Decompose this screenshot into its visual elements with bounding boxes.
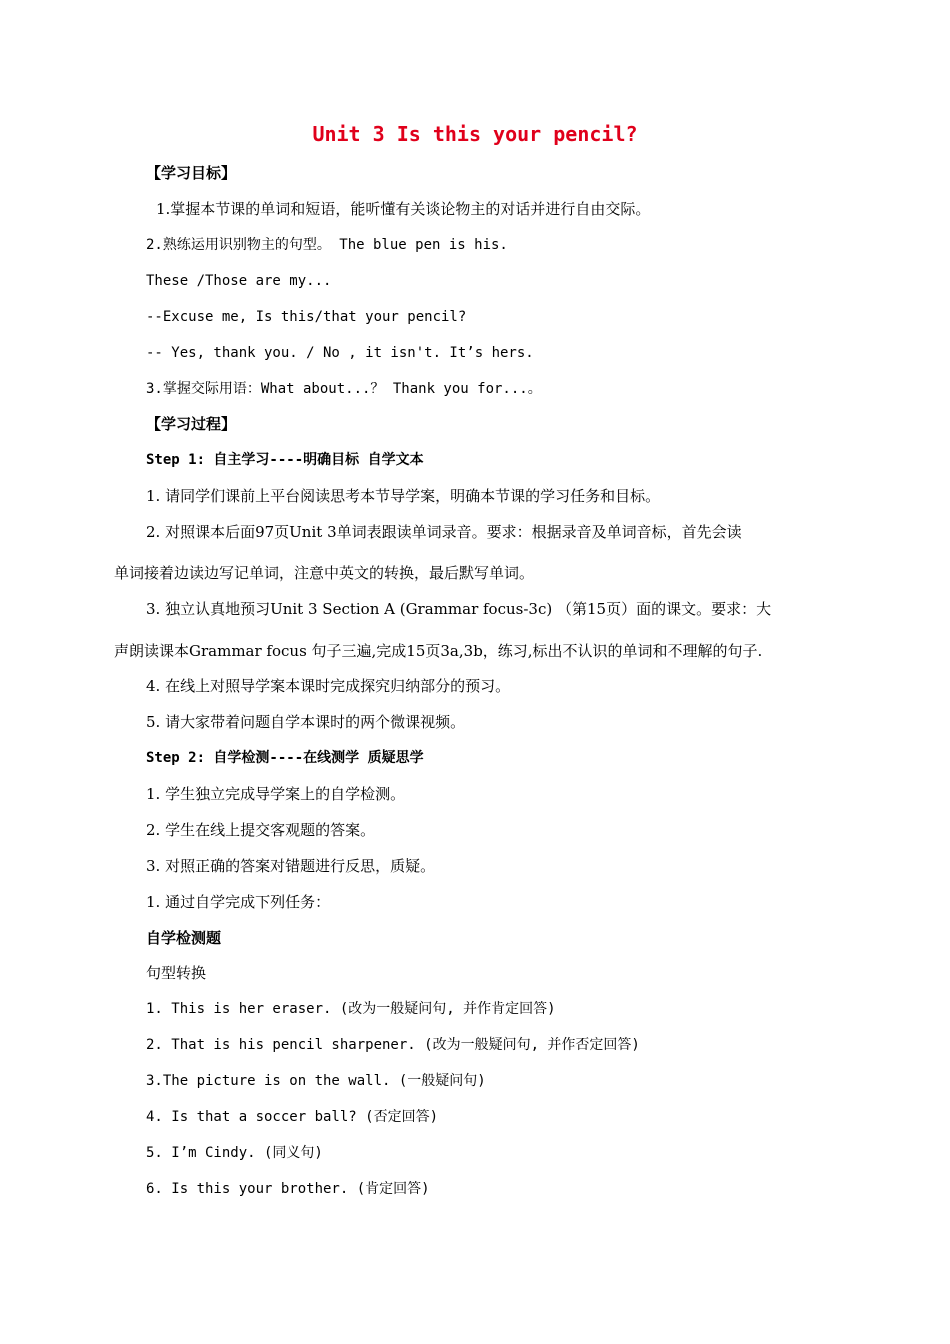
quiz-item: 3.The picture is on the wall. (一般疑问句) (146, 1073, 486, 1089)
objective-line: 2.熟练运用识别物主的句型。 The blue pen is his. (146, 237, 508, 253)
step2-item: 1. 通过自学完成下列任务： (146, 893, 331, 911)
quiz-heading: 自学检测题 (146, 929, 222, 947)
quiz-item: 1. This is her eraser. (改为一般疑问句, 并作肯定回答) (146, 1001, 556, 1017)
document-title: Unit 3 Is this your pencil? (312, 122, 638, 146)
quiz-item: 5. I’m Cindy. (同义句) (146, 1145, 323, 1161)
quiz-item: 4. Is that a soccer ball? (否定回答) (146, 1109, 439, 1125)
objective-line: --Excuse me, Is this/that your pencil? (146, 309, 467, 325)
objective-line: 3.掌握交际用语：What about...？ Thank you for...。 (146, 381, 542, 397)
step2-item: 2. 学生在线上提交客观题的答案。 (146, 821, 376, 839)
step2-item: 3. 对照正确的答案对错题进行反思，质疑。 (146, 857, 436, 875)
step1-heading: Step 1: 自主学习----明确目标 自学文本 (146, 452, 424, 468)
step1-item: 2. 对照课本后面97页Unit 3单词表跟读单词录音。要求：根据录音及单词音标，首先会读 (146, 523, 742, 541)
objectives-heading: 【学习目标】 (146, 164, 237, 182)
quiz-item: 6. Is this your brother. (肯定回答) (146, 1181, 430, 1197)
objective-line: -- Yes, thank you. / No , it isn't. It’s hers. (146, 345, 534, 361)
step1-item: 5. 请大家带着问题自学本课时的两个微课视频。 (146, 713, 466, 731)
step1-item-continued: 单词接着边读边写记单词，注意中英文的转换，最后默写单词。 (114, 564, 535, 582)
step1-item-continued: 声朗读课本Grammar focus 句子三遍,完成15页3a,3b，练习,标出不认识的单词和不理解的句子. (114, 642, 763, 660)
quiz-item: 2. That is his pencil sharpener. (改为一般疑问句, 并作否定回答) (146, 1037, 640, 1053)
step1-item: 4. 在线上对照导学案本课时完成探究归纳部分的预习。 (146, 677, 511, 695)
step2-heading: Step 2: 自学检测----在线测学 质疑思学 (146, 750, 424, 766)
objective-line: 1.掌握本节课的单词和短语，能听懂有关谈论物主的对话并进行自由交际。 (156, 200, 651, 218)
step1-item: 1. 请同学们课前上平台阅读思考本节导学案，明确本节课的学习任务和目标。 (146, 487, 661, 505)
quiz-subheading: 句型转换 (146, 964, 207, 982)
objective-line: These /Those are my... (146, 273, 332, 289)
step2-item: 1. 学生独立完成导学案上的自学检测。 (146, 785, 406, 803)
process-heading: 【学习过程】 (146, 415, 237, 433)
step1-item: 3. 独立认真地预习Unit 3 Section A (Grammar focus-3c) （第15页）面的课文。要求：大 (146, 600, 772, 618)
